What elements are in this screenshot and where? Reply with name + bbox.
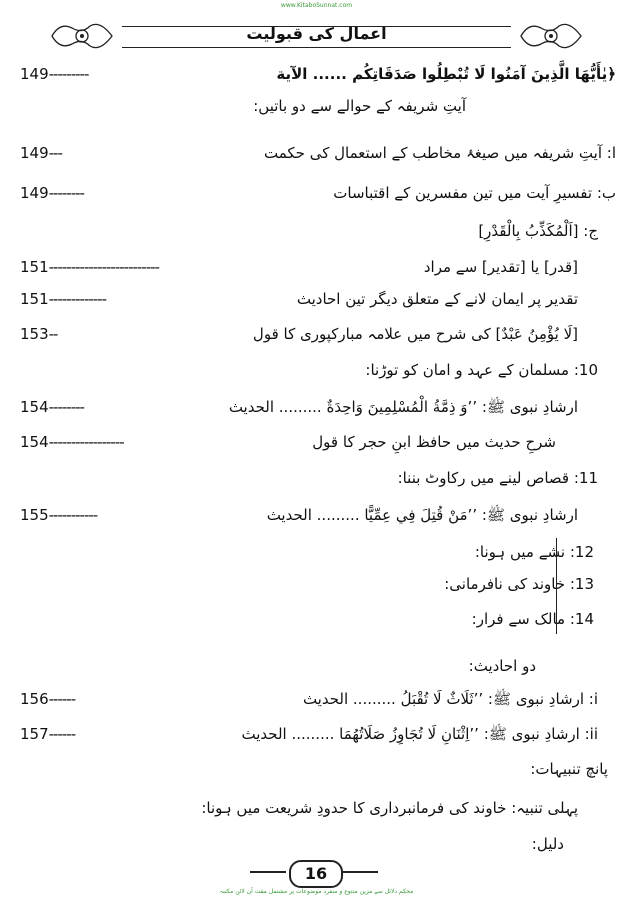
page-footer [0, 860, 633, 895]
toc-text: تقدیر پر ایمان لانے کے متعلق دیگر تین احادیث [296, 290, 578, 308]
toc-page: 149 [20, 144, 49, 162]
toc-text: دلیل: [531, 835, 564, 853]
toc-line [20, 179, 616, 209]
toc-dash: -- [48, 325, 58, 343]
footer-rule-left [250, 871, 286, 873]
toc-page: 155 [20, 506, 49, 524]
toc-line [20, 320, 616, 350]
toc-line [20, 464, 616, 494]
page-header [50, 20, 583, 52]
toc-line [20, 217, 616, 247]
toc-text: [قدر] یا [تقدیر] سے مراد [423, 258, 578, 276]
toc-text: i: ارشادِ نبوی ﷺ: ’’ثَلَاثٌ لَا تُقْبَلُ ......... الحديث [302, 690, 598, 708]
toc-dash: ----------- [48, 506, 98, 524]
right-ornament-icon [519, 20, 583, 52]
toc-text: آیتِ شریفہ کے حوالے سے دو باتیں: [253, 97, 466, 115]
toc-dash: ------------- [48, 290, 107, 308]
toc-text: پہلی تنبیہ: خاوند کی فرمانبرداری کا حدودِ شریعت میں ہونا: [201, 799, 578, 817]
toc-page: 154 [20, 398, 49, 416]
toc-text: 11: قصاص لینے میں رکاوٹ بننا: [397, 469, 598, 487]
toc-text: ﴿يٰأَيُّهَا الَّذِينَ آمَنُوا لَا تُبْطِلُوا صَدَقَاتِكُم ...... الآية [276, 65, 616, 83]
toc-page: 151 [20, 258, 49, 276]
toc-line [20, 356, 616, 386]
site-url: www.KitaboSunnat.com [280, 2, 353, 9]
toc-line [20, 92, 616, 122]
toc-line [20, 253, 616, 283]
toc-line [20, 755, 616, 785]
items-bracket [556, 538, 563, 634]
toc-line [20, 605, 616, 635]
toc-text: ب: تفسیرِ آیت میں تین مفسرین کے اقتباسات [333, 184, 616, 202]
toc-line [20, 830, 616, 860]
toc-dash: -------- [48, 398, 84, 416]
toc-line [20, 428, 616, 458]
toc-page: 154 [20, 433, 49, 451]
toc-line [20, 685, 616, 715]
toc-page: 149 [20, 65, 49, 83]
toc-text: 12: نشے میں ہونا: [474, 543, 594, 561]
toc-line [20, 501, 616, 531]
footer-note: محکم دلائل سے مزین متنوع و منفرد موضوعات پر مشتمل مفت آن لائن مکتبہ [219, 888, 414, 895]
toc-text: دو احادیث: [468, 657, 536, 675]
toc-text: ا: آیتِ شریفہ میں صیغۂ مخاطب کے استعمال کی حکمت [264, 144, 616, 162]
toc-text: 10: مسلمان کے عہد و امان کو توڑنا: [365, 361, 598, 379]
toc-text: ج: [اَلْمُكَذِّبُ بِالْقَدْرِ] [478, 222, 598, 240]
toc-dash: --------- [48, 65, 89, 83]
toc-text: [لَا يُؤْمِنُ عَبْدٌ] کی شرح میں علامہ مبارکپوری کا قول [252, 325, 578, 343]
toc-text: ارشادِ نبوی ﷺ: ’’مَنْ قُتِلَ فِي عِمِّيًّا ......... الحديث [266, 506, 578, 524]
toc-text: ii: ارشادِ نبوی ﷺ: ’’اِثْنَانِ لَا تُجَاوِزُ صَلَاتُهُمَا ......... الحديث [241, 725, 598, 743]
toc-text: ارشادِ نبوی ﷺ: ’’وَ ذِمَّةُ الْمُسْلِمِينَ وَاحِدَةٌ ......... الحديث [228, 398, 578, 416]
toc-dash: --- [48, 144, 62, 162]
toc-line [20, 720, 616, 750]
toc-text: 13: خاوند کی نافرمانی: [444, 575, 594, 593]
toc-line [20, 794, 616, 824]
toc-line [20, 139, 616, 169]
footer-rule-right [342, 871, 378, 873]
toc-page: 157 [20, 725, 49, 743]
toc-line [20, 285, 616, 315]
toc-dash: ----------------- [48, 433, 124, 451]
page-title: اعمال کی قبولیت [246, 24, 387, 43]
toc-dash: ------------------------- [48, 258, 159, 276]
toc-line [20, 652, 616, 682]
toc-line [20, 538, 616, 568]
toc-line [20, 570, 616, 600]
toc-page: 156 [20, 690, 49, 708]
toc-page: 153 [20, 325, 49, 343]
toc-line [20, 393, 616, 423]
page-number: 16 [289, 860, 343, 888]
toc-text: پانچ تنبیہات: [530, 760, 608, 778]
toc-line [20, 60, 616, 90]
toc-text: شرحِ حدیث میں حافظ ابنِ حجر کا قول [312, 433, 556, 451]
toc-page: 149 [20, 184, 49, 202]
toc-text: 14: مالک سے فرار: [471, 610, 594, 628]
toc-page: 151 [20, 290, 49, 308]
toc-dash: ------ [48, 690, 76, 708]
toc-dash: ------ [48, 725, 76, 743]
toc-dash: -------- [48, 184, 84, 202]
